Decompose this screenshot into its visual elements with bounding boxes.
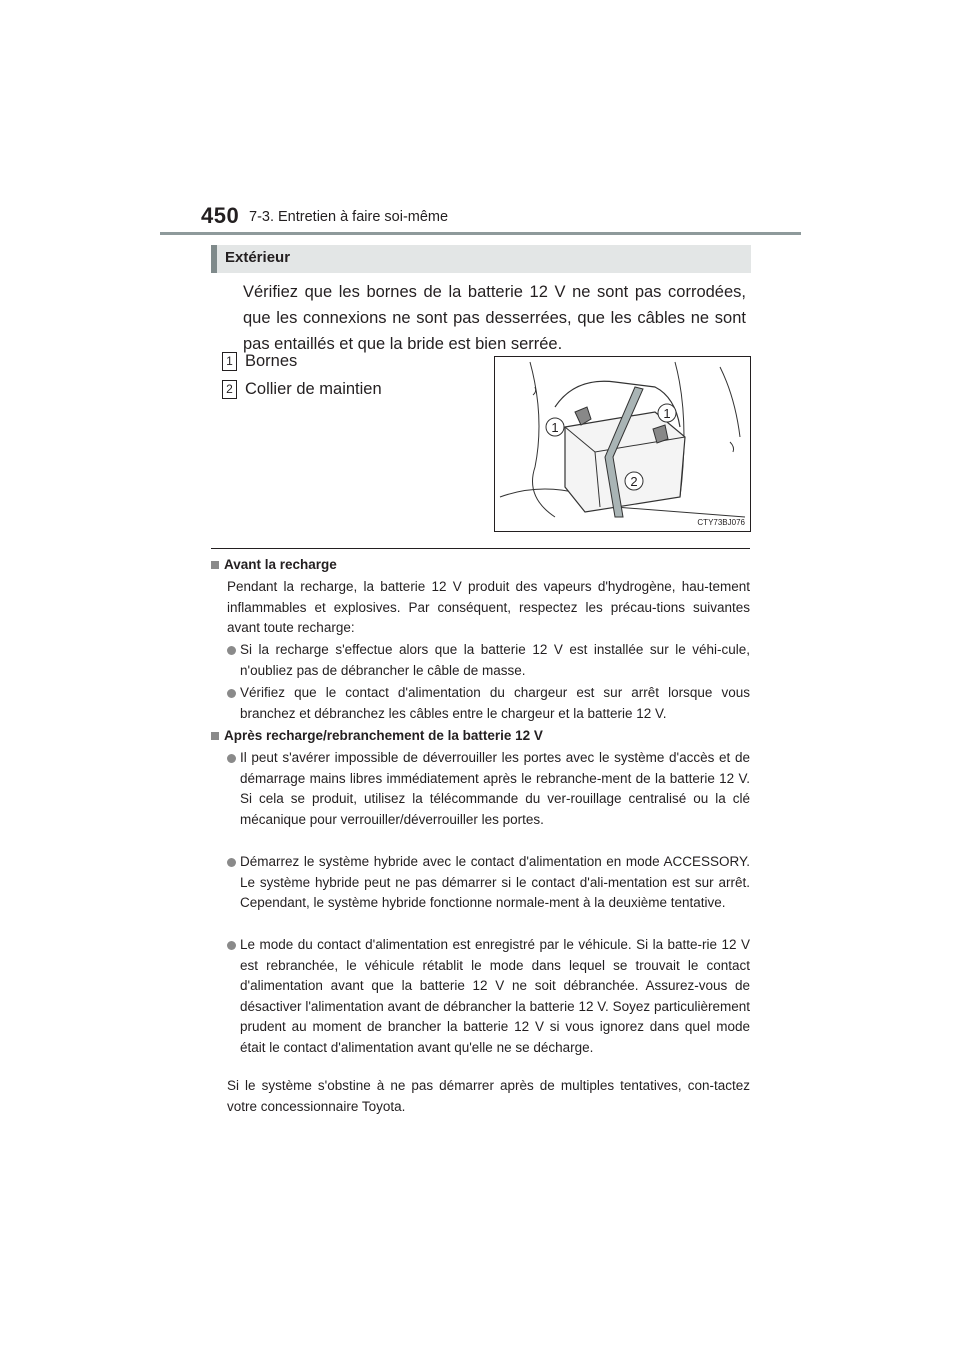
callout-label: Bornes [245,352,298,370]
section-title: 7-3. Entretien à faire soi-même [249,209,449,225]
list-item-text: Démarrez le système hybride avec le contact d'alimentation en mode ACCESSORY. Le système hybride peut ne pas démarrer si le contact d'ali-mentation est sur arrêt. Cependant, le système hybride fonctionne normale-ment à la deuxième tentative. [240,854,750,910]
circle-bullet-icon [227,754,236,763]
list-item [227,935,750,1058]
callout-number: 2 [222,380,237,399]
battery-illustration [494,356,751,532]
battery-drawing [495,357,750,531]
callout-clamp [222,380,382,399]
list-item [227,852,750,914]
before-charging-heading [211,557,337,572]
circle-bullet-icon [227,941,236,950]
marker-number: 1 [551,420,559,435]
callout-label: Collier de maintien [245,380,382,398]
marker-number: 2 [630,474,638,489]
before-charging-paragraph: Pendant la recharge, la batterie 12 V produit des vapeurs d'hydrogène, hau-tement inflammables et explosives. Par conséquent, respectez les précau-tions suivantes avant toute recharge: [227,579,750,635]
square-bullet-icon [211,732,219,740]
panel-outline [730,442,734,452]
list-item-text: Il peut s'avérer impossible de déverrouiller les portes avec le système d'accès et de démarrage mains libres immédiatement après le rebranche-ment de la batterie 12 V. Si cela se produit, utilisez la télécommande du ver-rouillage centralisé ou la clé mécanique pour verrouiller/déverrouiller les portes. [240,750,750,827]
circle-bullet-icon [227,689,236,698]
terminal-left [575,407,591,425]
circle-bullet-icon [227,858,236,867]
callout-number: 1 [222,352,237,371]
heading-text: Après recharge/rebranchement de la batterie 12 V [224,728,543,743]
after-charging-closing: Si le système s'obstine à ne pas démarrer après de multiples tentatives, con-tactez votre concessionnaire Toyota. [227,1078,750,1114]
circle-bullet-icon [227,646,236,655]
page-number: 450 [201,203,240,228]
list-item-text: Vérifiez que le contact d'alimentation du chargeur est sur arrêt lorsque vous branchez et débranchez les câbles entre le chargeur et la batterie 12 V. [240,685,750,721]
list-item-text: Le mode du contact d'alimentation est enregistré par le véhicule. Si la batte-rie 12 V est rebranchée, le véhicule rétablit le mode dans lequel se trouvait le contact d'alimentation avant que la batterie 12 V ne soit débranchée. Assurez-vous de désactiver l'alimentation avant de débrancher la batterie 12 V. Soyez particulièrement prudent au moment de brancher la batterie 12 V si vous ignorez dans quel mode était le contact d'alimentation avant qu'elle ne se décharge. [240,937,750,1055]
list-item [227,683,750,724]
panel-outline [720,367,740,437]
list-item [227,640,750,681]
figure-code: CTY73BJ076 [697,518,745,527]
callout-terminals [222,352,297,371]
after-charging-heading [211,728,543,743]
marker-number: 1 [663,406,671,421]
header-divider [160,232,801,235]
list-item-text: Si la recharge s'effectue alors que la batterie 12 V est installée sur le véhi-cule, n'oubliez pas de débrancher le câble de masse. [240,642,750,678]
panel-outline [530,362,555,517]
exterior-banner [211,245,751,273]
exterior-intro: Vérifiez que les bornes de la batterie 12 V ne sont pas corrodées, que les connexions ne sont pas desserrées, que les câbles ne sont pas entaillés et que la bride est bien serrée. [243,283,746,353]
banner-title: Extérieur [225,249,291,266]
square-bullet-icon [211,561,219,569]
heading-text: Avant la recharge [224,557,337,572]
banner-accent-bar [211,245,217,273]
list-item [227,748,750,830]
section-divider [211,548,750,549]
panel-outline [533,387,536,395]
